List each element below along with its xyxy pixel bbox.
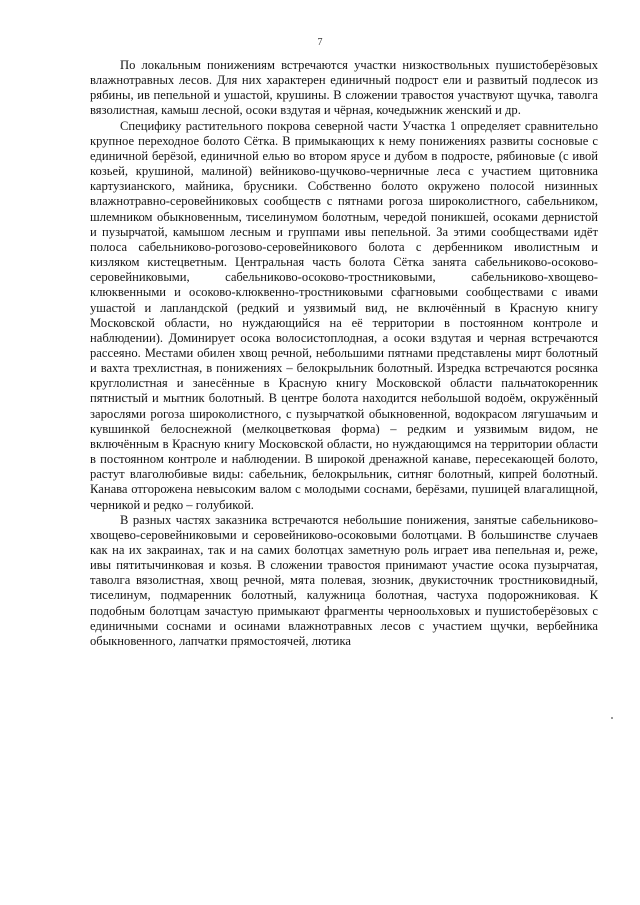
body-text [90,58,598,649]
paragraph-3: В разных частях заказника встречаются небольшие понижения, занятые сабельниково-хвощево-серовейниковыми и серовейниково-осоковыми болотцами. В большинстве случаев как на их закраинах, так и на самих болотцах заметную роль играет ива пепельная и, реже, ивы пятитычинковая и козья. В сложении травостоя принимают участие осока пузырчатая, таволга вязолистная, хвощ речной, мята полевая, зюзник, двукисточник тростниковидный, тиселинум, подмаренник болотный, калужница болотная, частуха подорожниковая. К подобным болотцам зачастую примыкают фрагменты черноольховых и пушистоберёзовых с единичными соснами и осинами влажнотравных лесов с участием щучки, вербейника обыкновенного, лапчатки прямостоячей, лютика [90,512,598,648]
margin-dot [611,717,613,719]
page-number: 7 [317,37,323,48]
paragraph-2: Специфику растительного покрова северной части Участка 1 определяет сравнительно крупное переходное болото Сётка. В примыкающих к нему понижениях развиты сосновые с единичной берёзой, единичной елью во втором ярусе и дубом в подросте, рябиновые (с ивой козьей, крушиной, малиной) вейниково-щучково-черничные леса с участием щитовника картузианского, майника, брусники. Собственно болото окружено полосой низинных влажнотравно-серовейниковых сообществ с пятнами рогоза широколистного, сабельником, шлемником обыкновенным, тиселинумом болотным, чередой поникшей, осоками дернистой и пузырчатой, камышом лесным и группами ивы пепельной. За этими сообществами идёт полоса сабельниково-рогозово-серовейникового болота с дербенником иволистным и кизляком кистецветным. Центральная часть болота Сётка занята сабельниково-осоково-серовейниковыми, сабельниково-осоково-тростниковыми, сабельниково-хвощево-клюквенными и осоково-клюквенно-тростниковыми сфагновыми сообществами с ивами ушастой и лапландской (редкий и уязвимый вид, не включённый в Красную книгу Московской области, но нуждающийся на её территории в постоянном контроле и наблюдении). Доминирует осока волосистоплодная, а осоки вздутая и черная встречаются рассеяно. Местами обилен хвощ речной, небольшими пятнами представлены мирт болотный и вахта трехлистная, в понижениях – белокрыльник болотный. Изредка встречаются росянка круглолистная и занесённые в Красную книгу Московской области пальчатокоренник пятнистый и мытник болотный. В центре болота находится небольшой водоём, окружённый зарослями рогоза широколистного, с пузырчаткой обыкновенной, водокрасом лягушачьим и кувшинкой белоснежной (мелкоцветковая форма) – редким и уязвимым видом, не включённым в Красную книгу Московской области, но нуждающимся на территории области в постоянном контроле и наблюдении. В широкой дренажной канаве, пересекающей болото, растут влаголюбивые виды: сабельник, белокрыльник, ситняг болотный, кипрей болотный. Канава отгорожена невысоким валом с молодыми соснами, берёзами, пушицей влагалищной, черникой и редко – голубикой. [90,118,598,512]
paragraph-1: По локальным понижениям встречаются участки низкоствольных пушистоберёзовых влажнотравных лесов. Для них характерен единичный подрост ели и развитый подлесок из рябины, ив пепельной и ушастой, крушины. В сложении травостоя участвуют щучка, таволга вязолистная, камыш лесной, осоки вздутая и чёрная, кочедыжник женский и др. [90,58,598,118]
